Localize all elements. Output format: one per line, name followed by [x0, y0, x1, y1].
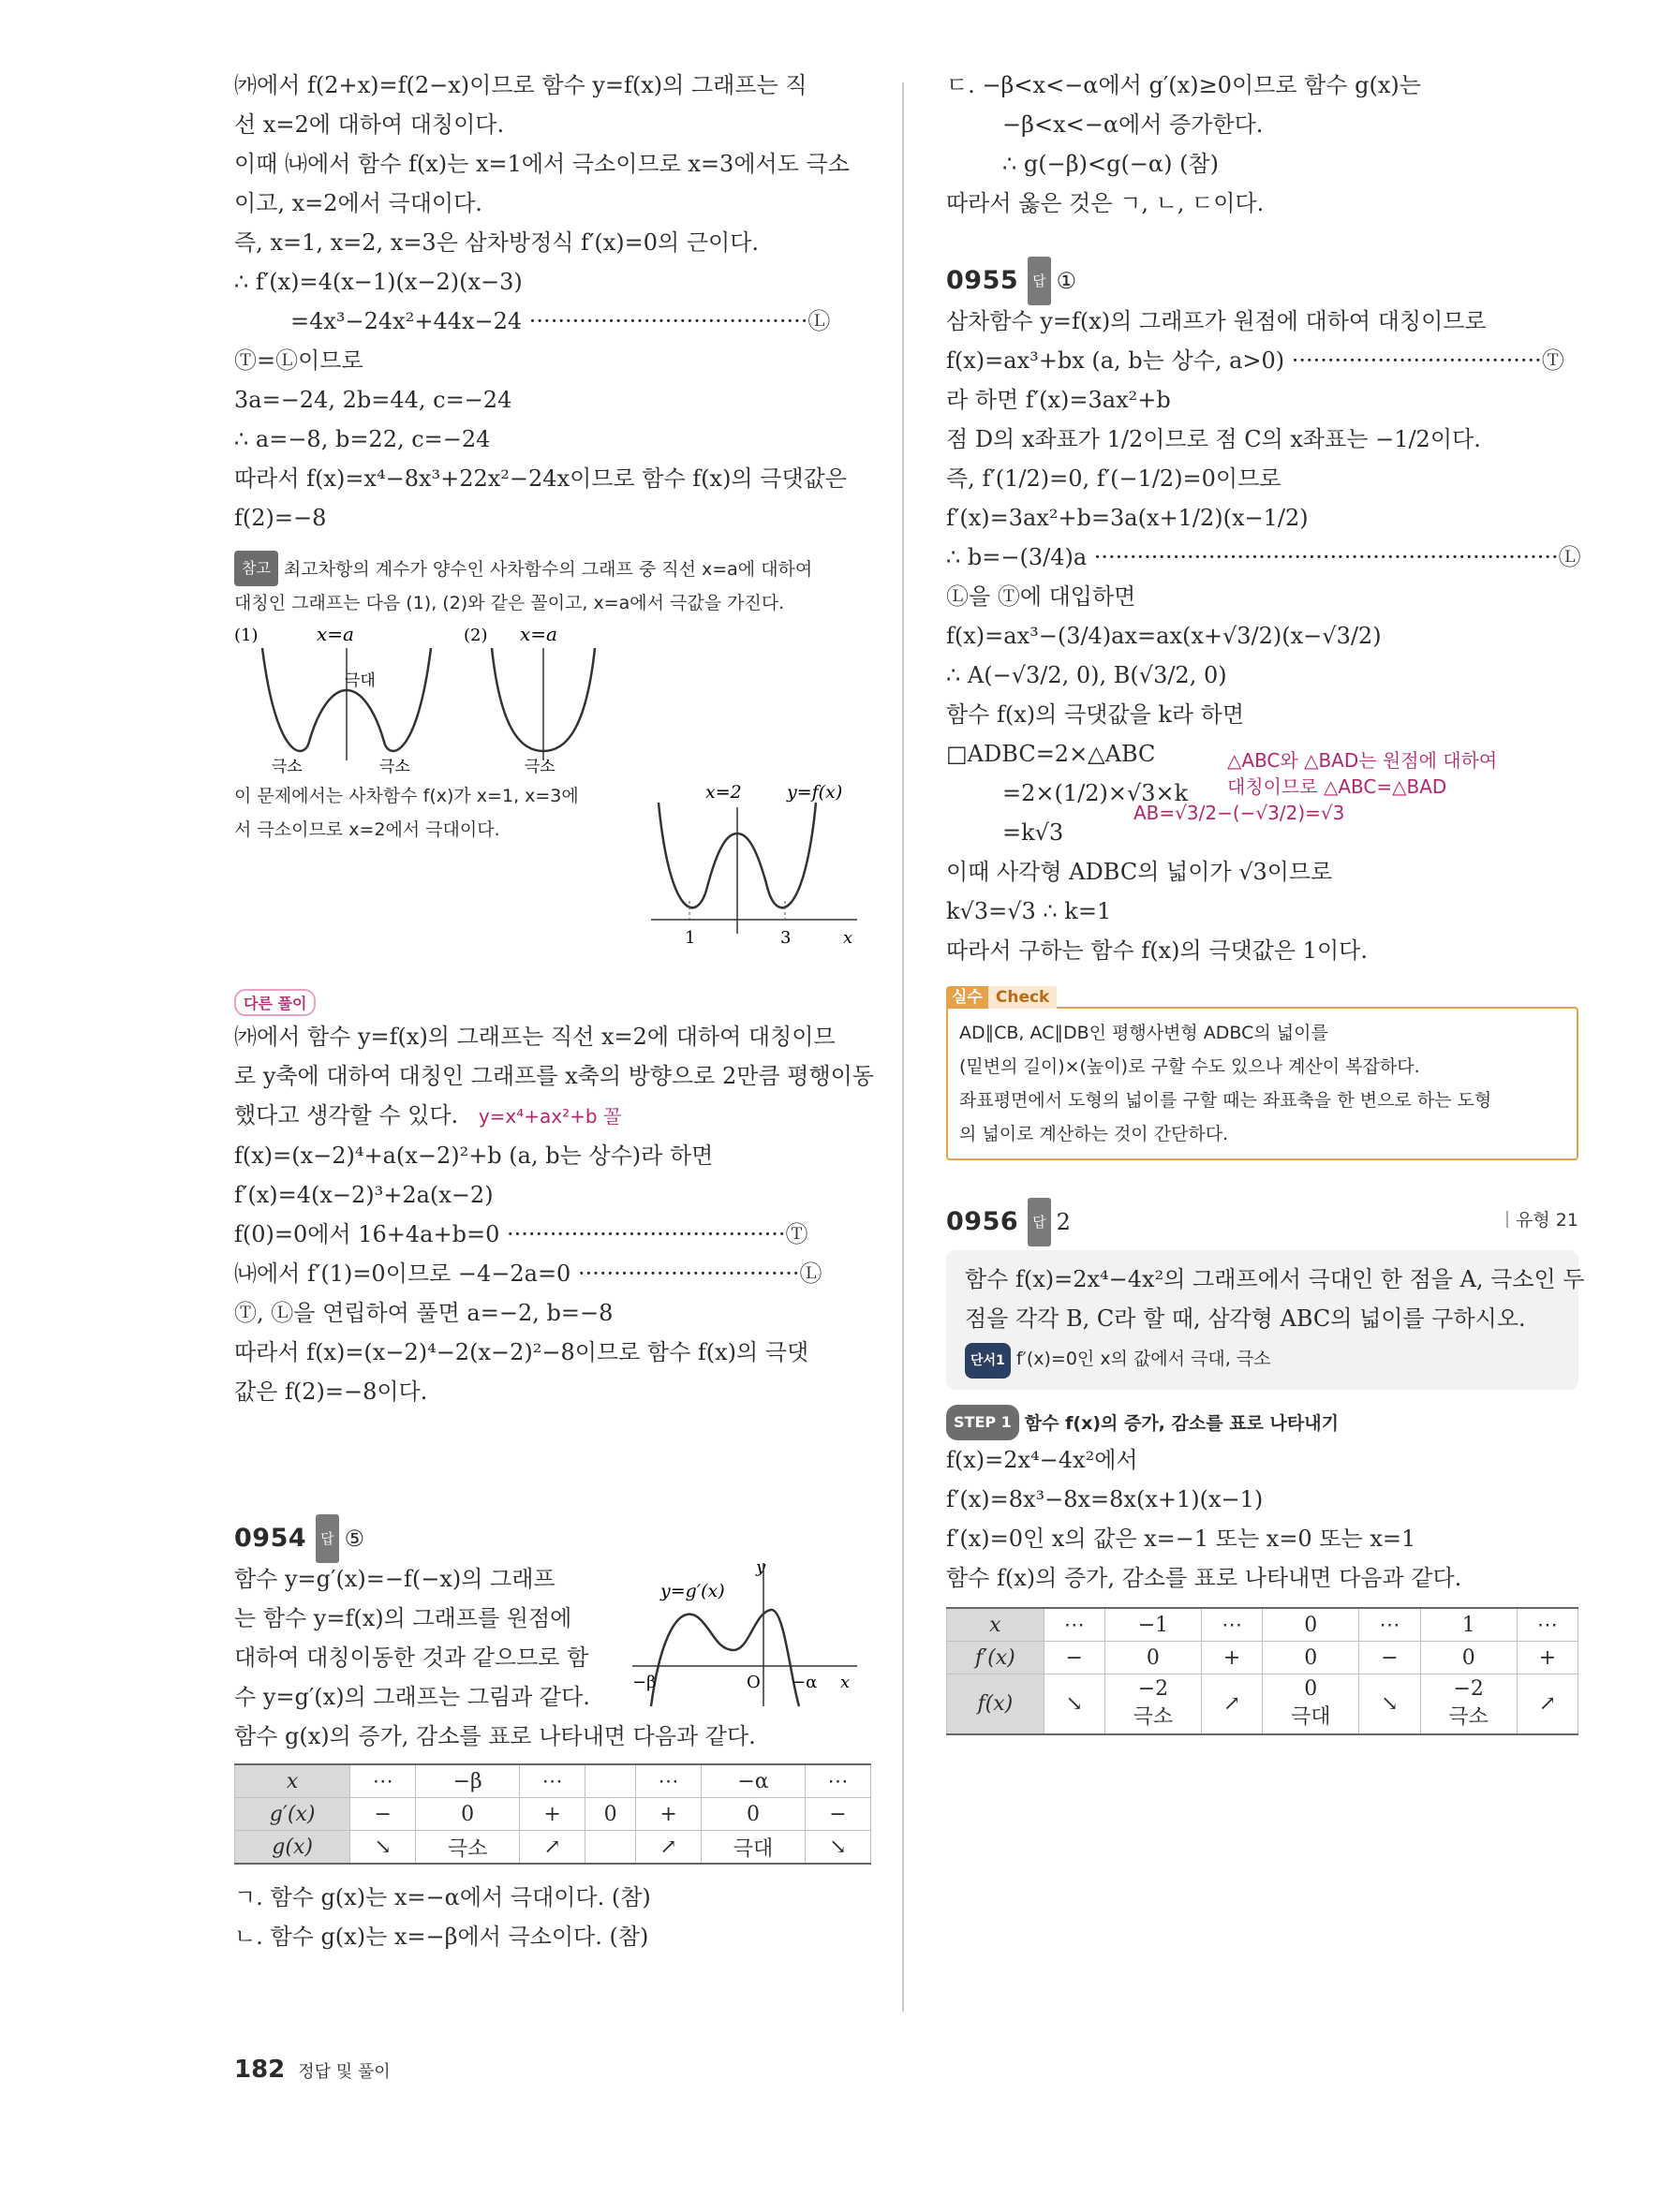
table-cell: − [806, 1798, 871, 1831]
table-cell: + [636, 1798, 702, 1831]
table-cell: g(x) [235, 1831, 350, 1865]
text-line: 이때 ㈏에서 함수 f(x)는 x=1에서 극소이므로 x=3에서도 극소 [234, 151, 850, 177]
problem-0954 [234, 1514, 871, 1956]
answer-label: 답 [1028, 257, 1051, 305]
table-cell: ↘ [1044, 1674, 1104, 1734]
gprime-x-label: x [840, 1673, 851, 1692]
text-line: f(x)=ax³+bx (a, b는 상수, a>0) ···································Ⓣ [946, 347, 1564, 374]
footer-label: 정답 및 풀이 [298, 2062, 391, 2082]
solution-0953-body [234, 66, 871, 538]
table-cell: − [1359, 1642, 1420, 1674]
table-cell: x [235, 1764, 350, 1798]
fx-symmetric-graph [651, 770, 867, 957]
fig2-num: (2) [464, 626, 488, 645]
problem-0955 [946, 257, 1581, 1160]
quartic-shape-figures [234, 620, 871, 779]
text-line: ∴ f′(x)=4(x−1)(x−2)(x−3) [234, 269, 523, 295]
table-cell: f(x) [947, 1674, 1044, 1734]
text-line: f(x)=2x⁴−4x²에서 [946, 1447, 1138, 1473]
answer-value: ① [1056, 268, 1077, 294]
clue-tag: 단서1 [965, 1343, 1011, 1379]
text-line: 3a=−24, 2b=44, c=−24 [234, 387, 512, 413]
fig2-axis-label: x=a [520, 623, 557, 645]
text-line: ㈏에서 f′(1)=0이므로 −4−2a=0 ·······························Ⓛ [234, 1261, 822, 1287]
table-cell: ⋯ [1517, 1608, 1578, 1642]
table-row [235, 1831, 871, 1865]
table-cell: + [520, 1798, 585, 1831]
text-line: Ⓛ을 Ⓣ에 대입하면 [946, 583, 1136, 610]
text-line: □ADBC=2×△ABC [946, 741, 1156, 767]
table-cell: ↘ [806, 1831, 871, 1865]
table-cell: ↗ [636, 1831, 702, 1865]
check-tag-a: 실수 [946, 986, 988, 1009]
table-cell: ↘ [350, 1831, 416, 1865]
table-cell [585, 1831, 636, 1865]
problem-0956 [946, 1198, 1585, 1735]
problem-line: 점을 각각 B, C라 할 때, 삼각형 ABC의 넓이를 구하시오. [965, 1305, 1526, 1332]
annotation-line: △ABC와 △BAD는 원점에 대하여 [1227, 749, 1498, 772]
table-cell: −1 [1104, 1608, 1201, 1642]
table-cell: ↘ [1359, 1674, 1420, 1734]
note-tag: 참고 [234, 551, 278, 586]
text-line: 이고, x=2에서 극대이다. [234, 190, 482, 216]
text-line: f(2)=−8 [234, 505, 327, 531]
text-line: 즉, x=1, x=2, x=3은 삼차방정식 f′(x)=0의 근이다. [234, 229, 760, 256]
text-line: ∴ g(−β)<g(−α) (참) [1002, 151, 1220, 177]
clue-note: f′(x)=0인 x의 값에서 극대, 극소 [1015, 1349, 1271, 1369]
text-line: ㈎에서 함수 y=f(x)의 그래프는 직선 x=2에 대하여 대칭이므 [234, 1024, 836, 1050]
note-line: 대칭인 그래프는 다음 (1), (2)와 같은 꼴이고, x=a에서 극값을 가진다. [234, 593, 785, 613]
text-line: 따라서 f(x)=(x−2)⁴−2(x−2)²−8이므로 함수 f(x)의 극댓 [234, 1339, 809, 1365]
table-cell: − [1044, 1642, 1104, 1674]
reference-note [234, 551, 871, 966]
text-line: =k√3 [1002, 819, 1064, 846]
text-line: ㄷ. −β<x<−α에서 g′(x)≥0이므로 함수 g(x)는 [946, 72, 1421, 98]
table-cell: 0 [1420, 1642, 1517, 1674]
problem-number: 0956 [946, 1207, 1019, 1236]
table-cell: 0 [1263, 1642, 1359, 1674]
table-cell: ⋯ [350, 1764, 416, 1798]
cell-value: 0 [1304, 1677, 1318, 1702]
gprime-y-label: y [756, 1557, 766, 1577]
check-box [946, 1007, 1578, 1160]
text-line: 따라서 구하는 함수 f(x)의 극댓값은 1이다. [946, 937, 1368, 964]
text-line: 이때 사각형 ADBC의 넓이가 √3이므로 [946, 859, 1333, 885]
table-cell: 1 [1420, 1608, 1517, 1642]
text-line: =4x³−24x²+44x−24 ·······································Ⓛ [290, 308, 831, 334]
table-cell: ⋯ [1044, 1608, 1104, 1642]
table-cell [1104, 1674, 1201, 1734]
text-line: ∴ A(−√3/2, 0), B(√3/2, 0) [946, 662, 1227, 688]
table-cell: ⋯ [636, 1764, 702, 1798]
table-cell: −α [702, 1764, 806, 1798]
fig2-min-label: 극소 [525, 758, 555, 776]
text-line: 는 함수 y=f(x)의 그래프를 원점에 [234, 1605, 572, 1631]
annotation-line: 대칭이므로 △ABC=△BAD [1227, 775, 1447, 798]
page-footer [234, 2056, 391, 2084]
answer-value: 2 [1056, 1209, 1071, 1235]
alt-solution-tag: 다른 풀이 [234, 989, 316, 1016]
table-cell: 0 [416, 1798, 520, 1831]
text-line: f(x)=ax³−(3/4)ax=ax(x+√3/2)(x−√3/2) [946, 623, 1382, 649]
table-row [947, 1642, 1578, 1674]
table-cell: ⋯ [1359, 1608, 1420, 1642]
gprime-curve [651, 1610, 799, 1706]
table-cell: ↗ [520, 1831, 585, 1865]
table-cell: ↗ [1517, 1674, 1578, 1734]
fig1-min-left-label: 극소 [272, 758, 303, 776]
right-column [946, 66, 1585, 1735]
fig1-max-label: 극대 [345, 671, 376, 690]
note-figures [234, 620, 871, 779]
table-cell: + [1202, 1642, 1263, 1674]
table-cell [1263, 1674, 1359, 1734]
cell-value: −2 [1453, 1677, 1484, 1702]
text-line: 값은 f(2)=−8이다. [234, 1379, 428, 1405]
area-annotation [1133, 747, 1498, 826]
f-increase-decrease-table [946, 1607, 1578, 1735]
fig1-axis-label: x=a [317, 623, 354, 645]
table-cell: g′(x) [235, 1798, 350, 1831]
text-line: 따라서 옳은 것은 ㄱ, ㄴ, ㄷ이다. [946, 190, 1265, 216]
text-line: 점 D의 x좌표가 1/2이므로 점 C의 x좌표는 −1/2이다. [946, 426, 1481, 452]
text-line: 수 y=g′(x)의 그래프는 그림과 같다. [234, 1684, 590, 1710]
table-cell: 0 [1104, 1642, 1201, 1674]
table-cell: 0 [1263, 1608, 1359, 1642]
check-line: 좌표평면에서 도형의 넓이를 구할 때는 좌표축을 한 변으로 하는 도형 [959, 1090, 1492, 1111]
text-line: 함수 y=g′(x)=−f(−x)의 그래프 [234, 1566, 555, 1592]
g-increase-decrease-table [234, 1763, 871, 1865]
table-row [235, 1798, 871, 1831]
mistake-check [946, 983, 1578, 1160]
graph-tick-3: 3 [780, 928, 792, 948]
check-line: (밑변의 길이)×(높이)로 구할 수도 있으나 계산이 복잡하다. [959, 1056, 1420, 1077]
alt-solution [234, 989, 874, 1411]
text-line: 했다고 생각할 수 있다. [234, 1102, 459, 1128]
gprime-minus-alpha: −α [792, 1673, 818, 1692]
table-cell: x [947, 1608, 1044, 1642]
cell-sub: 극소 [1448, 1705, 1489, 1730]
table-cell: ⋯ [806, 1764, 871, 1798]
problem-header [946, 1198, 1578, 1243]
table-cell: 극소 [416, 1831, 520, 1865]
answer-label: 답 [1028, 1198, 1051, 1246]
table-cell: ⋯ [520, 1764, 585, 1798]
check-tag-b: Check [988, 986, 1058, 1009]
problem-number: 0955 [946, 266, 1019, 295]
text-line: 로 y축에 대하여 대칭인 그래프를 x축의 방향으로 2만큼 평행이동 [234, 1063, 874, 1089]
table-row [947, 1608, 1578, 1642]
graph-x-label: x [843, 928, 853, 948]
check-line: 의 넓이로 계산하는 것이 간단하다. [959, 1124, 1229, 1144]
table-cell: 0 [702, 1798, 806, 1831]
answer-value: ⑤ [344, 1526, 365, 1552]
g-prime-graph [632, 1552, 867, 1711]
check-line: AD∥CB, AC∥DB인 평행사변형 ADBC의 넓이를 [959, 1023, 1328, 1043]
table-cell [1420, 1674, 1517, 1734]
problem-number: 0954 [234, 1524, 307, 1553]
text-line: 선 x=2에 대하여 대칭이다. [234, 111, 505, 138]
problem-line: 함수 f(x)=2x⁴−4x²의 그래프에서 극대인 한 점을 A, 극소인 두 [965, 1266, 1585, 1292]
page-number: 182 [234, 2056, 286, 2084]
text-line: k√3=√3 ∴ k=1 [946, 898, 1112, 924]
text-line: 함수 g(x)의 증가, 감소를 표로 나타내면 다음과 같다. [234, 1723, 756, 1749]
cell-sub: 극대 [1291, 1705, 1331, 1730]
text-line: 따라서 f(x)=x⁴−8x³+22x²−24x이므로 함수 f(x)의 극댓값은 [234, 465, 847, 492]
problem-type-tag: 유형 21 [1506, 1198, 1578, 1243]
text-line: =2×(1/2)×√3×k [1002, 780, 1189, 806]
table-cell: 극대 [702, 1831, 806, 1865]
text-line: 대하여 대칭이동한 것과 같으므로 함 [234, 1644, 589, 1671]
text-line: 라 하면 f′(x)=3ax²+b [946, 387, 1171, 413]
text-line: ㈎에서 f(2+x)=f(2−x)이므로 함수 y=f(x)의 그래프는 직 [234, 72, 807, 98]
step-tag: STEP 1 [946, 1405, 1019, 1440]
gprime-origin: O [747, 1673, 761, 1692]
text-line: f′(x)=8x³−8x=8x(x+1)(x−1) [946, 1486, 1264, 1512]
text-line: Ⓣ, Ⓛ을 연립하여 풀면 a=−2, b=−8 [234, 1300, 614, 1326]
cell-value: −2 [1137, 1677, 1169, 1702]
problem-header [946, 257, 1578, 302]
solution-0954-continued [946, 66, 1578, 223]
text-line: ㄴ. 함수 g(x)는 x=−β에서 극소이다. (참) [234, 1924, 649, 1950]
table-cell: f′(x) [947, 1642, 1044, 1674]
table-cell: ↗ [1202, 1674, 1263, 1734]
column-divider [902, 82, 904, 2012]
gprime-func-label: y=g′(x) [660, 1581, 725, 1601]
graph-func-label: y=f(x) [787, 782, 843, 803]
text-line: 삼차함수 y=f(x)의 그래프가 원점에 대하여 대칭이므로 [946, 308, 1487, 334]
graph-tick-1: 1 [685, 928, 696, 948]
step-title: 함수 f(x)의 증가, 감소를 표로 나타내기 [1024, 1413, 1339, 1434]
graph-axis-label: x=2 [705, 782, 742, 803]
text-line: 즉, f′(1/2)=0, f′(−1/2)=0이므로 [946, 465, 1281, 492]
text-line: f′(x)=0인 x의 값은 x=−1 또는 x=0 또는 x=1 [946, 1526, 1416, 1552]
note-text-line: 이 문제에서는 사차함수 f(x)가 x=1, x=3에 [234, 786, 579, 806]
text-line: ∴ a=−8, b=22, c=−24 [234, 426, 491, 452]
table-cell: ⋯ [1202, 1608, 1263, 1642]
table-row [947, 1674, 1578, 1734]
text-line: 함수 f(x)의 증가, 감소를 표로 나타내면 다음과 같다. [946, 1565, 1462, 1591]
table-cell: −β [416, 1764, 520, 1798]
text-line: f(x)=(x−2)⁴+a(x−2)²+b (a, b는 상수)라 하면 [234, 1143, 714, 1169]
text-line: f′(x)=3ax²+b=3a(x+1/2)(x−1/2) [946, 505, 1309, 531]
text-line: −β<x<−α에서 증가한다. [1002, 111, 1264, 138]
answer-label: 답 [316, 1514, 339, 1563]
table-row [235, 1764, 871, 1798]
note-example [234, 779, 871, 966]
fig1-min-right-label: 극소 [379, 758, 410, 776]
fig1-num: (1) [234, 626, 259, 645]
table-cell [585, 1764, 636, 1798]
alt-annotation: y=x⁴+ax²+b 꼴 [478, 1105, 622, 1128]
text-line: ㄱ. 함수 g(x)는 x=−α에서 극대이다. (참) [234, 1884, 651, 1910]
annotation-line: AB=√3/2−(−√3/2)=√3 [1133, 802, 1345, 824]
text-line: 함수 f(x)의 극댓값을 k라 하면 [946, 701, 1245, 728]
text-line: f(0)=0에서 16+4a+b=0 ·······································Ⓣ [234, 1221, 808, 1247]
left-column [234, 66, 874, 1956]
note-line: 최고차항의 계수가 양수인 사차함수의 그래프 중 직선 x=a에 대하여 [283, 559, 813, 580]
note-text-line: 서 극소이므로 x=2에서 극대이다. [234, 819, 500, 840]
table-cell: − [350, 1798, 416, 1831]
check-tag [946, 983, 1057, 1007]
problem-statement-box [946, 1250, 1585, 1390]
gprime-minus-beta: −β [632, 1673, 657, 1692]
table-cell: + [1517, 1642, 1578, 1674]
table-cell: 0 [585, 1798, 636, 1831]
text-line: f′(x)=4(x−2)³+2a(x−2) [234, 1182, 494, 1208]
cell-sub: 극소 [1133, 1705, 1174, 1730]
text-line: Ⓣ=Ⓛ이므로 [234, 347, 363, 374]
text-line: ∴ b=−(3/4)a ·································································Ⓛ [946, 544, 1581, 570]
